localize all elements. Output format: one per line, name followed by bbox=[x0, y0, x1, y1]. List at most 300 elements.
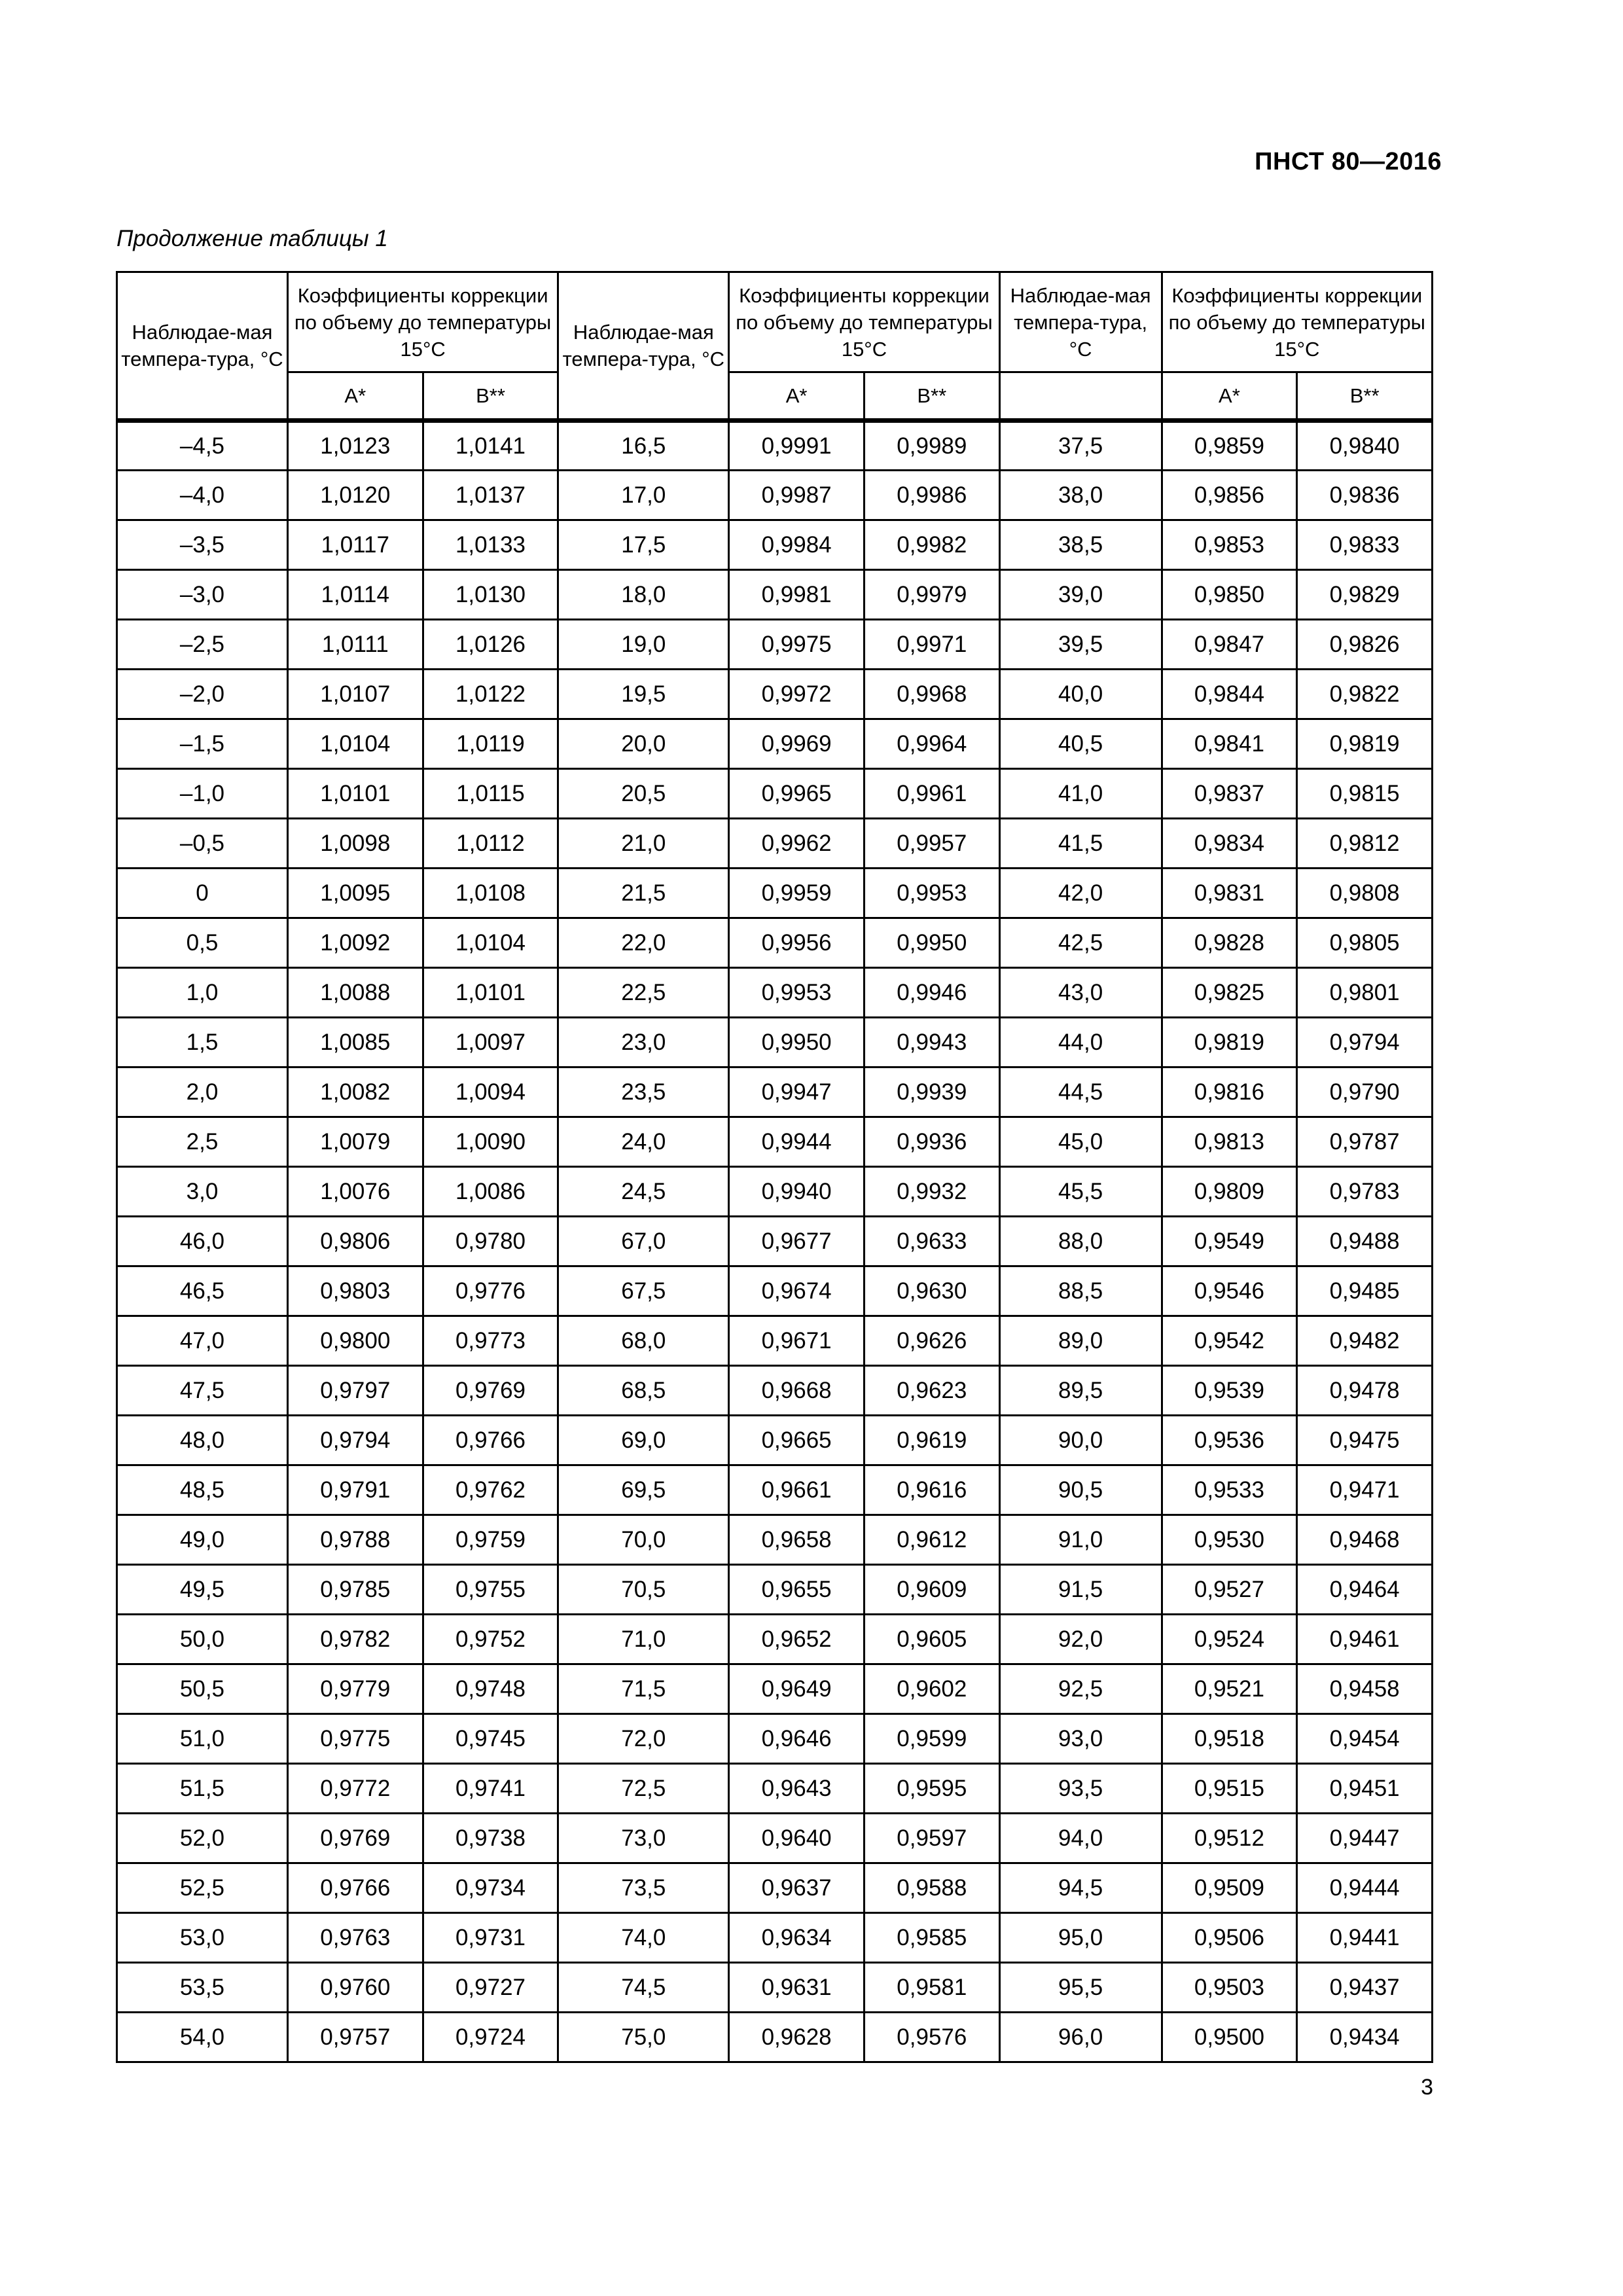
cell-temp-3: 43,0 bbox=[999, 968, 1162, 1018]
table-row bbox=[117, 869, 1433, 918]
cell-coef-a-2: 0,9969 bbox=[729, 719, 865, 769]
cell-coef-a-2: 0,9981 bbox=[729, 570, 865, 620]
cell-temp-3: 40,5 bbox=[999, 719, 1162, 769]
coef-header-col2: Коэффициенты коррекции по объему до температуры 15°C bbox=[729, 272, 999, 372]
cell-temp-3: 91,0 bbox=[999, 1515, 1162, 1565]
cell-temp-3: 96,0 bbox=[999, 2013, 1162, 2062]
cell-coef-b-2: 0,9961 bbox=[864, 769, 999, 819]
cell-coef-b-1: 1,0086 bbox=[423, 1167, 558, 1217]
cell-coef-a-3: 0,9536 bbox=[1162, 1416, 1297, 1465]
cell-coef-a-2: 0,9959 bbox=[729, 869, 865, 918]
cell-coef-a-2: 0,9975 bbox=[729, 620, 865, 670]
cell-temp-1: 49,5 bbox=[117, 1565, 288, 1615]
cell-coef-b-2: 0,9957 bbox=[864, 819, 999, 869]
cell-coef-b-3: 0,9451 bbox=[1297, 1764, 1433, 1814]
cell-coef-b-3: 0,9819 bbox=[1297, 719, 1433, 769]
cell-coef-b-1: 1,0112 bbox=[423, 819, 558, 869]
cell-coef-a-2: 0,9637 bbox=[729, 1863, 865, 1913]
cell-coef-a-3: 0,9844 bbox=[1162, 670, 1297, 719]
cell-coef-a-1: 0,9803 bbox=[287, 1266, 423, 1316]
cell-temp-2: 71,5 bbox=[558, 1664, 729, 1714]
table-row bbox=[117, 1714, 1433, 1764]
cell-coef-a-1: 0,9791 bbox=[287, 1465, 423, 1515]
cell-coef-a-2: 0,9640 bbox=[729, 1814, 865, 1863]
table-row bbox=[117, 471, 1433, 520]
cell-coef-a-1: 1,0114 bbox=[287, 570, 423, 620]
table-row bbox=[117, 819, 1433, 869]
cell-coef-b-2: 0,9612 bbox=[864, 1515, 999, 1565]
cell-coef-a-1: 1,0104 bbox=[287, 719, 423, 769]
cell-coef-b-3: 0,9812 bbox=[1297, 819, 1433, 869]
cell-temp-2: 18,0 bbox=[558, 570, 729, 620]
table-row bbox=[117, 1515, 1433, 1565]
cell-coef-b-1: 0,9752 bbox=[423, 1615, 558, 1664]
cell-coef-a-3: 0,9546 bbox=[1162, 1266, 1297, 1316]
cell-coef-b-3: 0,9829 bbox=[1297, 570, 1433, 620]
cell-coef-b-3: 0,9822 bbox=[1297, 670, 1433, 719]
cell-coef-b-2: 0,9979 bbox=[864, 570, 999, 620]
cell-coef-b-2: 0,9633 bbox=[864, 1217, 999, 1266]
cell-coef-a-1: 0,9806 bbox=[287, 1217, 423, 1266]
cell-coef-b-1: 0,9745 bbox=[423, 1714, 558, 1764]
table-row bbox=[117, 1067, 1433, 1117]
cell-coef-b-3: 0,9434 bbox=[1297, 2013, 1433, 2062]
cell-temp-3: 94,5 bbox=[999, 1863, 1162, 1913]
cell-coef-b-3: 0,9840 bbox=[1297, 421, 1433, 471]
cell-temp-2: 23,5 bbox=[558, 1067, 729, 1117]
table-row bbox=[117, 1217, 1433, 1266]
table-row bbox=[117, 1465, 1433, 1515]
cell-coef-a-3: 0,9813 bbox=[1162, 1117, 1297, 1167]
table-row bbox=[117, 1167, 1433, 1217]
cell-coef-b-1: 0,9776 bbox=[423, 1266, 558, 1316]
cell-coef-b-2: 0,9616 bbox=[864, 1465, 999, 1515]
table-caption: Продолжение таблицы 1 bbox=[116, 226, 388, 251]
cell-temp-3: 92,5 bbox=[999, 1664, 1162, 1714]
table-row bbox=[117, 2013, 1433, 2062]
cell-temp-1: 47,5 bbox=[117, 1366, 288, 1416]
cell-coef-a-3: 0,9521 bbox=[1162, 1664, 1297, 1714]
table-row bbox=[117, 1117, 1433, 1167]
cell-coef-a-2: 0,9655 bbox=[729, 1565, 865, 1615]
cell-coef-a-1: 1,0120 bbox=[287, 471, 423, 520]
table-row bbox=[117, 670, 1433, 719]
table-row bbox=[117, 520, 1433, 570]
cell-coef-b-3: 0,9471 bbox=[1297, 1465, 1433, 1515]
cell-coef-a-2: 0,9634 bbox=[729, 1913, 865, 1963]
cell-temp-1: 51,0 bbox=[117, 1714, 288, 1764]
cell-temp-2: 67,0 bbox=[558, 1217, 729, 1266]
cell-coef-a-1: 1,0082 bbox=[287, 1067, 423, 1117]
cell-coef-b-3: 0,9783 bbox=[1297, 1167, 1433, 1217]
table-row bbox=[117, 1963, 1433, 2013]
cell-temp-2: 17,0 bbox=[558, 471, 729, 520]
cell-temp-1: 50,0 bbox=[117, 1615, 288, 1664]
cell-coef-a-1: 1,0101 bbox=[287, 769, 423, 819]
cell-temp-2: 20,0 bbox=[558, 719, 729, 769]
cell-coef-b-2: 0,9609 bbox=[864, 1565, 999, 1615]
cell-coef-b-3: 0,9808 bbox=[1297, 869, 1433, 918]
table-row bbox=[117, 1266, 1433, 1316]
cell-coef-a-2: 0,9965 bbox=[729, 769, 865, 819]
cell-temp-2: 20,5 bbox=[558, 769, 729, 819]
cell-temp-3: 38,0 bbox=[999, 471, 1162, 520]
cell-coef-b-3: 0,9475 bbox=[1297, 1416, 1433, 1465]
cell-temp-1: 46,5 bbox=[117, 1266, 288, 1316]
cell-coef-b-1: 0,9741 bbox=[423, 1764, 558, 1814]
cell-coef-b-1: 1,0104 bbox=[423, 918, 558, 968]
cell-coef-b-2: 0,9971 bbox=[864, 620, 999, 670]
cell-coef-a-2: 0,9665 bbox=[729, 1416, 865, 1465]
table-row bbox=[117, 1565, 1433, 1615]
cell-temp-3: 88,5 bbox=[999, 1266, 1162, 1316]
subheader-a-2: A* bbox=[729, 372, 865, 421]
page-number: 3 bbox=[1421, 2075, 1433, 2100]
cell-coef-b-1: 0,9734 bbox=[423, 1863, 558, 1913]
cell-coef-b-1: 0,9727 bbox=[423, 1963, 558, 2013]
cell-coef-b-3: 0,9833 bbox=[1297, 520, 1433, 570]
correction-table bbox=[116, 271, 1433, 2063]
cell-coef-a-2: 0,9646 bbox=[729, 1714, 865, 1764]
cell-coef-a-1: 0,9763 bbox=[287, 1913, 423, 1963]
cell-temp-1: 51,5 bbox=[117, 1764, 288, 1814]
cell-coef-b-3: 0,9478 bbox=[1297, 1366, 1433, 1416]
table-row bbox=[117, 1814, 1433, 1863]
cell-temp-1: –3,5 bbox=[117, 520, 288, 570]
cell-coef-b-2: 0,9588 bbox=[864, 1863, 999, 1913]
cell-temp-2: 73,5 bbox=[558, 1863, 729, 1913]
cell-coef-a-3: 0,9816 bbox=[1162, 1067, 1297, 1117]
cell-coef-b-3: 0,9805 bbox=[1297, 918, 1433, 968]
cell-temp-1: 3,0 bbox=[117, 1167, 288, 1217]
cell-temp-3: 90,0 bbox=[999, 1416, 1162, 1465]
cell-coef-b-3: 0,9468 bbox=[1297, 1515, 1433, 1565]
cell-temp-2: 17,5 bbox=[558, 520, 729, 570]
coef-header-col3: Коэффициенты коррекции по объему до температуры 15°C bbox=[1162, 272, 1432, 372]
cell-temp-3: 42,0 bbox=[999, 869, 1162, 918]
cell-coef-a-2: 0,9643 bbox=[729, 1764, 865, 1814]
cell-temp-3: 40,0 bbox=[999, 670, 1162, 719]
cell-temp-3: 92,0 bbox=[999, 1615, 1162, 1664]
table-row bbox=[117, 769, 1433, 819]
cell-temp-3: 95,5 bbox=[999, 1963, 1162, 2013]
cell-coef-b-1: 1,0119 bbox=[423, 719, 558, 769]
cell-temp-3: 41,0 bbox=[999, 769, 1162, 819]
cell-coef-a-1: 0,9788 bbox=[287, 1515, 423, 1565]
cell-coef-b-3: 0,9444 bbox=[1297, 1863, 1433, 1913]
table-row bbox=[117, 1366, 1433, 1416]
cell-coef-a-1: 0,9800 bbox=[287, 1316, 423, 1366]
cell-coef-a-2: 0,9661 bbox=[729, 1465, 865, 1515]
cell-coef-b-2: 0,9581 bbox=[864, 1963, 999, 2013]
cell-temp-2: 22,5 bbox=[558, 968, 729, 1018]
cell-temp-2: 24,0 bbox=[558, 1117, 729, 1167]
cell-temp-1: –2,5 bbox=[117, 620, 288, 670]
cell-coef-a-1: 1,0095 bbox=[287, 869, 423, 918]
cell-coef-a-3: 0,9837 bbox=[1162, 769, 1297, 819]
cell-temp-3: 39,0 bbox=[999, 570, 1162, 620]
cell-coef-a-3: 0,9524 bbox=[1162, 1615, 1297, 1664]
cell-coef-a-1: 0,9794 bbox=[287, 1416, 423, 1465]
cell-temp-3: 42,5 bbox=[999, 918, 1162, 968]
cell-coef-a-2: 0,9950 bbox=[729, 1018, 865, 1067]
cell-temp-1: 54,0 bbox=[117, 2013, 288, 2062]
cell-coef-a-2: 0,9940 bbox=[729, 1167, 865, 1217]
cell-temp-1: 49,0 bbox=[117, 1515, 288, 1565]
cell-temp-1: 52,0 bbox=[117, 1814, 288, 1863]
cell-temp-2: 19,5 bbox=[558, 670, 729, 719]
cell-coef-b-3: 0,9461 bbox=[1297, 1615, 1433, 1664]
cell-coef-a-3: 0,9853 bbox=[1162, 520, 1297, 570]
cell-coef-b-3: 0,9464 bbox=[1297, 1565, 1433, 1615]
cell-temp-1: 0,5 bbox=[117, 918, 288, 968]
cell-coef-a-3: 0,9533 bbox=[1162, 1465, 1297, 1515]
cell-coef-a-3: 0,9509 bbox=[1162, 1863, 1297, 1913]
document-code: ПНСТ 80—2016 bbox=[1255, 148, 1442, 175]
cell-temp-1: –4,0 bbox=[117, 471, 288, 520]
cell-coef-b-2: 0,9626 bbox=[864, 1316, 999, 1366]
cell-coef-b-2: 0,9595 bbox=[864, 1764, 999, 1814]
table-row bbox=[117, 1764, 1433, 1814]
cell-coef-b-1: 0,9748 bbox=[423, 1664, 558, 1714]
cell-coef-a-3: 0,9539 bbox=[1162, 1366, 1297, 1416]
cell-coef-a-2: 0,9987 bbox=[729, 471, 865, 520]
cell-temp-1: –1,5 bbox=[117, 719, 288, 769]
table-row bbox=[117, 570, 1433, 620]
cell-coef-a-1: 0,9769 bbox=[287, 1814, 423, 1863]
cell-temp-3: 91,5 bbox=[999, 1565, 1162, 1615]
cell-coef-b-1: 0,9769 bbox=[423, 1366, 558, 1416]
cell-coef-b-1: 0,9731 bbox=[423, 1913, 558, 1963]
cell-coef-a-3: 0,9856 bbox=[1162, 471, 1297, 520]
cell-temp-2: 24,5 bbox=[558, 1167, 729, 1217]
cell-temp-3: 88,0 bbox=[999, 1217, 1162, 1266]
cell-coef-a-1: 1,0092 bbox=[287, 918, 423, 968]
cell-coef-b-2: 0,9932 bbox=[864, 1167, 999, 1217]
cell-coef-a-3: 0,9847 bbox=[1162, 620, 1297, 670]
cell-coef-a-3: 0,9825 bbox=[1162, 968, 1297, 1018]
cell-coef-a-3: 0,9530 bbox=[1162, 1515, 1297, 1565]
cell-temp-1: 0 bbox=[117, 869, 288, 918]
cell-coef-b-1: 1,0101 bbox=[423, 968, 558, 1018]
cell-temp-2: 74,0 bbox=[558, 1913, 729, 1963]
table-row bbox=[117, 719, 1433, 769]
cell-coef-a-1: 0,9766 bbox=[287, 1863, 423, 1913]
cell-temp-2: 68,5 bbox=[558, 1366, 729, 1416]
cell-coef-a-2: 0,9962 bbox=[729, 819, 865, 869]
cell-coef-b-2: 0,9989 bbox=[864, 421, 999, 471]
cell-temp-3: 39,5 bbox=[999, 620, 1162, 670]
cell-coef-a-3: 0,9500 bbox=[1162, 2013, 1297, 2062]
cell-coef-b-2: 0,9623 bbox=[864, 1366, 999, 1416]
cell-temp-1: 2,0 bbox=[117, 1067, 288, 1117]
cell-coef-b-2: 0,9585 bbox=[864, 1913, 999, 1963]
cell-temp-2: 70,0 bbox=[558, 1515, 729, 1565]
cell-coef-a-3: 0,9503 bbox=[1162, 1963, 1297, 2013]
cell-coef-b-1: 1,0090 bbox=[423, 1117, 558, 1167]
cell-coef-b-2: 0,9597 bbox=[864, 1814, 999, 1863]
cell-temp-3: 44,0 bbox=[999, 1018, 1162, 1067]
table-row bbox=[117, 620, 1433, 670]
cell-coef-b-3: 0,9787 bbox=[1297, 1117, 1433, 1167]
cell-coef-a-3: 0,9512 bbox=[1162, 1814, 1297, 1863]
cell-coef-a-2: 0,9628 bbox=[729, 2013, 865, 2062]
cell-coef-b-3: 0,9794 bbox=[1297, 1018, 1433, 1067]
cell-coef-a-2: 0,9677 bbox=[729, 1217, 865, 1266]
cell-temp-2: 16,5 bbox=[558, 421, 729, 471]
table-body bbox=[117, 421, 1433, 2062]
temp-header-col1: Наблюдае-мая темпера-тура, °C bbox=[117, 272, 288, 421]
cell-temp-2: 75,0 bbox=[558, 2013, 729, 2062]
cell-coef-b-3: 0,9790 bbox=[1297, 1067, 1433, 1117]
cell-temp-1: –1,0 bbox=[117, 769, 288, 819]
cell-temp-3: 89,0 bbox=[999, 1316, 1162, 1366]
cell-coef-a-1: 1,0085 bbox=[287, 1018, 423, 1067]
table-row bbox=[117, 1018, 1433, 1067]
cell-coef-b-2: 0,9953 bbox=[864, 869, 999, 918]
cell-coef-a-2: 0,9947 bbox=[729, 1067, 865, 1117]
cell-temp-2: 73,0 bbox=[558, 1814, 729, 1863]
subheader-b-2: B** bbox=[864, 372, 999, 421]
cell-coef-b-2: 0,9599 bbox=[864, 1714, 999, 1764]
subheader-empty-3 bbox=[999, 372, 1162, 421]
cell-coef-a-1: 1,0076 bbox=[287, 1167, 423, 1217]
cell-coef-a-2: 0,9671 bbox=[729, 1316, 865, 1366]
cell-temp-3: 37,5 bbox=[999, 421, 1162, 471]
table-row bbox=[117, 1416, 1433, 1465]
cell-coef-b-3: 0,9485 bbox=[1297, 1266, 1433, 1316]
cell-coef-a-1: 1,0123 bbox=[287, 421, 423, 471]
cell-coef-a-1: 0,9772 bbox=[287, 1764, 423, 1814]
cell-coef-b-2: 0,9605 bbox=[864, 1615, 999, 1664]
cell-coef-b-2: 0,9939 bbox=[864, 1067, 999, 1117]
cell-coef-b-3: 0,9801 bbox=[1297, 968, 1433, 1018]
cell-coef-b-3: 0,9482 bbox=[1297, 1316, 1433, 1366]
cell-coef-b-2: 0,9950 bbox=[864, 918, 999, 968]
cell-coef-a-1: 1,0111 bbox=[287, 620, 423, 670]
cell-coef-a-3: 0,9850 bbox=[1162, 570, 1297, 620]
cell-coef-a-3: 0,9819 bbox=[1162, 1018, 1297, 1067]
cell-coef-b-1: 1,0133 bbox=[423, 520, 558, 570]
cell-coef-b-1: 1,0115 bbox=[423, 769, 558, 819]
cell-coef-a-1: 0,9782 bbox=[287, 1615, 423, 1664]
cell-coef-a-3: 0,9831 bbox=[1162, 869, 1297, 918]
cell-coef-b-1: 1,0108 bbox=[423, 869, 558, 918]
table-row bbox=[117, 421, 1433, 471]
cell-temp-2: 68,0 bbox=[558, 1316, 729, 1366]
cell-coef-b-1: 0,9773 bbox=[423, 1316, 558, 1366]
cell-coef-b-1: 0,9738 bbox=[423, 1814, 558, 1863]
coef-header-col1: Коэффициенты коррекции по объему до температуры 15°C bbox=[287, 272, 558, 372]
cell-temp-1: 52,5 bbox=[117, 1863, 288, 1913]
cell-temp-1: 1,5 bbox=[117, 1018, 288, 1067]
cell-temp-3: 93,0 bbox=[999, 1714, 1162, 1764]
cell-temp-2: 67,5 bbox=[558, 1266, 729, 1316]
cell-temp-2: 69,5 bbox=[558, 1465, 729, 1515]
cell-temp-2: 21,5 bbox=[558, 869, 729, 918]
cell-temp-1: –4,5 bbox=[117, 421, 288, 471]
cell-temp-2: 72,0 bbox=[558, 1714, 729, 1764]
cell-temp-3: 89,5 bbox=[999, 1366, 1162, 1416]
cell-coef-b-2: 0,9982 bbox=[864, 520, 999, 570]
cell-coef-a-2: 0,9972 bbox=[729, 670, 865, 719]
cell-coef-a-1: 0,9797 bbox=[287, 1366, 423, 1416]
cell-coef-b-3: 0,9441 bbox=[1297, 1913, 1433, 1963]
cell-temp-3: 45,5 bbox=[999, 1167, 1162, 1217]
cell-temp-2: 71,0 bbox=[558, 1615, 729, 1664]
cell-coef-b-2: 0,9964 bbox=[864, 719, 999, 769]
cell-coef-a-3: 0,9809 bbox=[1162, 1167, 1297, 1217]
cell-coef-b-1: 1,0122 bbox=[423, 670, 558, 719]
cell-coef-b-2: 0,9936 bbox=[864, 1117, 999, 1167]
cell-coef-b-1: 1,0130 bbox=[423, 570, 558, 620]
cell-coef-a-1: 1,0107 bbox=[287, 670, 423, 719]
cell-coef-a-2: 0,9631 bbox=[729, 1963, 865, 2013]
cell-coef-b-3: 0,9836 bbox=[1297, 471, 1433, 520]
cell-coef-a-3: 0,9506 bbox=[1162, 1913, 1297, 1963]
cell-coef-a-1: 0,9785 bbox=[287, 1565, 423, 1615]
cell-coef-a-1: 0,9775 bbox=[287, 1714, 423, 1764]
cell-temp-1: –0,5 bbox=[117, 819, 288, 869]
table-row bbox=[117, 1863, 1433, 1913]
cell-temp-2: 69,0 bbox=[558, 1416, 729, 1465]
cell-temp-1: 50,5 bbox=[117, 1664, 288, 1714]
cell-coef-a-2: 0,9674 bbox=[729, 1266, 865, 1316]
cell-temp-1: 1,0 bbox=[117, 968, 288, 1018]
cell-coef-a-2: 0,9956 bbox=[729, 918, 865, 968]
temp-header-col3: Наблюдае-мая темпера-тура, °C bbox=[999, 272, 1162, 372]
cell-coef-a-1: 0,9757 bbox=[287, 2013, 423, 2062]
cell-coef-a-1: 1,0079 bbox=[287, 1117, 423, 1167]
cell-coef-a-1: 0,9779 bbox=[287, 1664, 423, 1714]
table-row bbox=[117, 918, 1433, 968]
cell-temp-1: –2,0 bbox=[117, 670, 288, 719]
cell-coef-a-3: 0,9834 bbox=[1162, 819, 1297, 869]
cell-coef-b-1: 0,9724 bbox=[423, 2013, 558, 2062]
cell-coef-b-1: 0,9762 bbox=[423, 1465, 558, 1515]
cell-temp-1: 53,5 bbox=[117, 1963, 288, 2013]
cell-coef-b-3: 0,9826 bbox=[1297, 620, 1433, 670]
subheader-a-1: A* bbox=[287, 372, 423, 421]
cell-coef-b-2: 0,9630 bbox=[864, 1266, 999, 1316]
cell-coef-a-1: 1,0098 bbox=[287, 819, 423, 869]
cell-coef-a-1: 1,0088 bbox=[287, 968, 423, 1018]
table-row bbox=[117, 1615, 1433, 1664]
cell-temp-1: 2,5 bbox=[117, 1117, 288, 1167]
cell-coef-a-3: 0,9549 bbox=[1162, 1217, 1297, 1266]
cell-temp-3: 93,5 bbox=[999, 1764, 1162, 1814]
cell-temp-1: 53,0 bbox=[117, 1913, 288, 1963]
cell-coef-b-3: 0,9454 bbox=[1297, 1714, 1433, 1764]
cell-coef-b-2: 0,9946 bbox=[864, 968, 999, 1018]
cell-coef-a-3: 0,9841 bbox=[1162, 719, 1297, 769]
cell-coef-b-2: 0,9986 bbox=[864, 471, 999, 520]
cell-coef-a-2: 0,9652 bbox=[729, 1615, 865, 1664]
cell-temp-3: 41,5 bbox=[999, 819, 1162, 869]
cell-coef-a-1: 1,0117 bbox=[287, 520, 423, 570]
cell-coef-b-1: 1,0141 bbox=[423, 421, 558, 471]
cell-temp-3: 90,5 bbox=[999, 1465, 1162, 1515]
cell-coef-a-3: 0,9859 bbox=[1162, 421, 1297, 471]
cell-coef-b-1: 0,9755 bbox=[423, 1565, 558, 1615]
cell-coef-b-1: 1,0126 bbox=[423, 620, 558, 670]
subheader-a-3: A* bbox=[1162, 372, 1297, 421]
cell-temp-2: 70,5 bbox=[558, 1565, 729, 1615]
cell-coef-a-3: 0,9542 bbox=[1162, 1316, 1297, 1366]
table-row bbox=[117, 1316, 1433, 1366]
cell-coef-a-2: 0,9984 bbox=[729, 520, 865, 570]
cell-temp-2: 21,0 bbox=[558, 819, 729, 869]
